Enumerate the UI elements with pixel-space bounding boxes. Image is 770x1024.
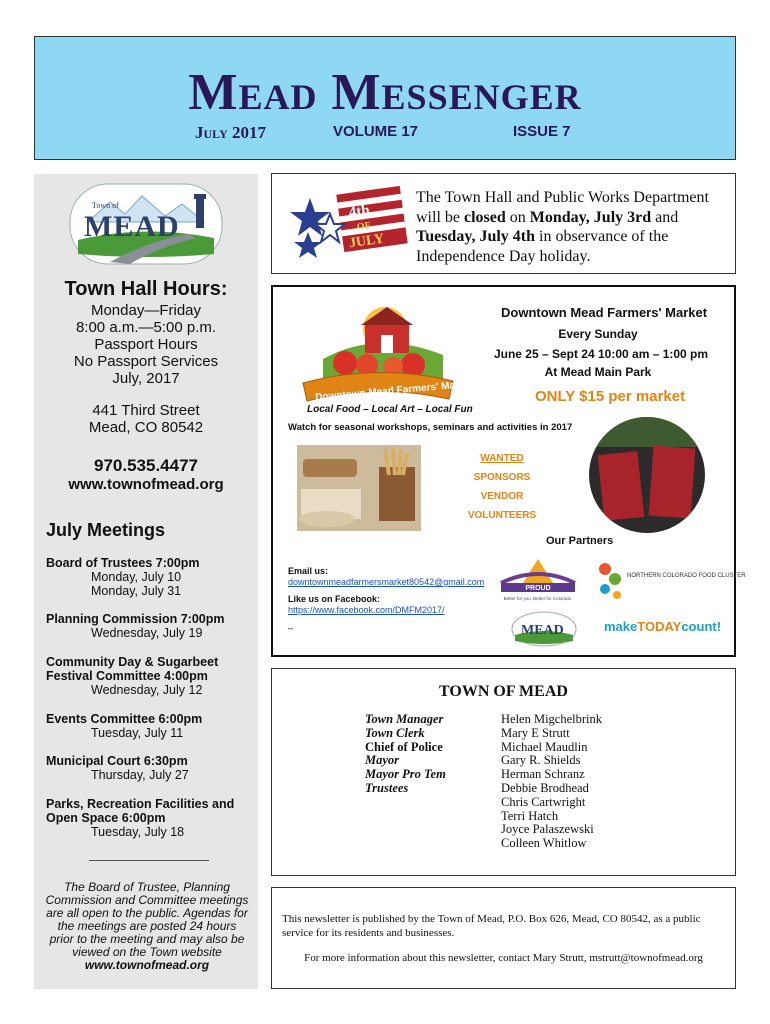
need-item: SPONSORS [473, 472, 531, 483]
website-link[interactable]: www.townofmead.org [68, 476, 224, 493]
official-role: Mayor Pro Tem [365, 767, 446, 782]
meeting-item [46, 612, 251, 640]
logo-banner-text: Downtown Mead Farmers' Market [314, 378, 474, 404]
facebook-label: Like us on Facebook: [288, 594, 381, 604]
official-role: Mayor [365, 753, 400, 768]
meeting-item [46, 754, 251, 782]
market-schedule: Every Sunday [558, 327, 638, 341]
closure-text: on [505, 208, 530, 226]
meeting-item [46, 655, 251, 697]
facebook-link[interactable]: https://www.facebook.com/DMFM2017/ [288, 605, 445, 615]
hours-line: No Passport Services [73, 353, 219, 370]
mtc-part: TODAY [637, 619, 682, 634]
fourth-of-july-graphic [284, 184, 410, 264]
mtc-part: count! [681, 619, 722, 634]
official-name: Terri Hatch [501, 808, 559, 823]
wanted-label: WANTED [480, 453, 524, 464]
farmers-market-box [271, 285, 746, 657]
holiday-closure-box [271, 173, 736, 274]
meeting-item [46, 556, 251, 598]
market-watch-note: Watch for seasonal workshops, seminars and activities in 2017 [288, 422, 573, 433]
market-location: At Mead Main Park [544, 365, 652, 379]
partners-heading: Our Partners [546, 535, 614, 547]
officials-names [501, 713, 602, 851]
official-name: Herman Schranz [501, 767, 585, 782]
market-title: Downtown Mead Farmers' Market [501, 305, 708, 320]
need-item: VENDOR [480, 491, 524, 502]
meeting-item [46, 712, 251, 740]
closure-date: Tuesday, July 4th [416, 228, 536, 245]
colorado-proud-logo [495, 557, 581, 603]
publisher-note: This newsletter is published by the Town of Mead, P.O. Box 626, Mead, CO 80542, as a public service for its residents and businesses. [282, 913, 701, 939]
newsletter-title: Mead Messenger [188, 64, 582, 121]
mead-partner-text: MEAD [521, 623, 564, 638]
public-meetings-note [44, 881, 250, 972]
hours-block [34, 302, 258, 387]
phone-number: 970.535.4477 [94, 456, 198, 475]
official-role: Town Clerk [365, 725, 425, 740]
official-name: Chris Cartwright [501, 794, 586, 809]
official-name: Mary E Strutt [501, 725, 570, 740]
closure-emphasis: closed [464, 208, 506, 226]
hours-line: Monday—Friday [90, 302, 202, 319]
meeting-title: Events Committee 6:00pm [46, 712, 203, 726]
town-officials-box [271, 668, 736, 876]
dash-text: – [288, 623, 294, 633]
meeting-title: Board of Trustees 7:00pm [46, 556, 200, 570]
email-link[interactable]: downtownmeadfarmersmarket80542@gmail.com [288, 577, 485, 587]
market-price: ONLY $15 per market [535, 388, 686, 405]
hours-line: Passport Hours [94, 336, 198, 353]
official-name: Colleen Whitlow [501, 836, 587, 851]
note-website-link[interactable]: www.townofmead.org [84, 958, 210, 972]
issue-number: ISSUE 7 [513, 123, 571, 140]
email-label: Email us: [288, 566, 329, 576]
meeting-date: Monday, July 10 [91, 570, 182, 584]
publication-info-box [271, 887, 736, 989]
closure-text: and [651, 208, 679, 226]
mead-partner-logo [511, 611, 577, 647]
town-of-mead-logo [70, 184, 222, 264]
address-block [34, 402, 258, 436]
official-role: Town Manager [365, 712, 444, 726]
meeting-item [46, 797, 251, 839]
divider [89, 860, 209, 861]
closure-text: in observance of the Independence Day holiday. [416, 228, 669, 265]
meeting-title: Planning Commission 7:00pm [46, 612, 225, 626]
meeting-date: Thursday, July 27 [91, 768, 189, 782]
hours-line: July, 2017 [112, 370, 180, 387]
official-name: Helen Migchelbrink [501, 712, 603, 726]
note-text: The Board of Trustee, Planning Commission and Committee meetings are all open to the public. Agendas for the meetings are posted 24 hours prior to the meeting and may also be viewed on the Town website [45, 880, 249, 959]
hours-line: 8:00 a.m.—5:00 p.m. [75, 319, 217, 336]
proud-text: PROUD [525, 585, 551, 592]
officials-roles [365, 713, 446, 796]
badge-line: OF [356, 220, 372, 234]
bread-photo [297, 445, 421, 531]
masthead [34, 36, 736, 160]
badge-line: JULY [348, 231, 386, 252]
market-sign-photo [587, 417, 707, 533]
hours-heading: Town Hall Hours: [64, 278, 228, 300]
logo-small-text: Town of [92, 201, 119, 210]
official-role: Trustees [365, 780, 409, 795]
meeting-date: Monday, July 31 [91, 584, 182, 598]
badge-line: 4th [347, 202, 371, 222]
issue-month: July 2017 [195, 123, 266, 142]
market-tagline: Local Food – Local Art – Local Fun [307, 404, 473, 415]
address-line: Mead, CO 80542 [88, 419, 204, 436]
meeting-title: Community Day & Sugarbeet Festival Committee 4:00pm [46, 655, 219, 683]
closure-date: Monday, July 3rd [529, 208, 652, 226]
closure-notice [416, 188, 732, 266]
official-name: Gary R. Shields [501, 753, 581, 768]
proud-tagline: Better for you. Better for Colorado. [503, 596, 573, 601]
closure-text: The Town Hall and Public Works Department will be [416, 189, 709, 226]
meetings-heading: July Meetings [46, 520, 166, 540]
official-name: Debbie Brodhead [501, 780, 589, 795]
sidebar [34, 174, 258, 989]
official-role: Chief of Police [365, 739, 443, 754]
official-name: Michael Maudlin [501, 739, 588, 754]
mtc-part: make [604, 619, 638, 634]
meeting-date: Wednesday, July 19 [91, 626, 203, 640]
address-line: 441 Third Street [92, 402, 200, 419]
ncfc-logo [595, 559, 746, 603]
meeting-date: Tuesday, July 18 [91, 825, 185, 839]
need-item: VOLUNTEERS [467, 510, 537, 521]
logo-text: MEAD [84, 210, 180, 243]
town-officials-title: TOWN OF MEAD [439, 683, 568, 700]
official-name: Joyce Palaszewski [501, 822, 594, 837]
make-today-count-logo [604, 619, 721, 634]
market-dates: June 25 – Sept 24 10:00 am – 1:00 pm [493, 347, 709, 361]
meeting-title: Parks, Recreation Facilities and Open Space 6:00pm [46, 797, 235, 825]
farmers-market-logo [293, 299, 474, 404]
issue-volume: VOLUME 17 [333, 123, 419, 140]
meeting-date: Wednesday, July 12 [91, 683, 203, 697]
contact-note: For more information about this newsletter, contact Mary Strutt, mstrutt@townofmead.org [304, 952, 703, 964]
meeting-title: Municipal Court 6:30pm [46, 754, 188, 768]
meeting-date: Tuesday, July 11 [91, 726, 184, 740]
ncfc-text: NORTHERN COLORADO FOOD CLUSTER [627, 573, 746, 579]
